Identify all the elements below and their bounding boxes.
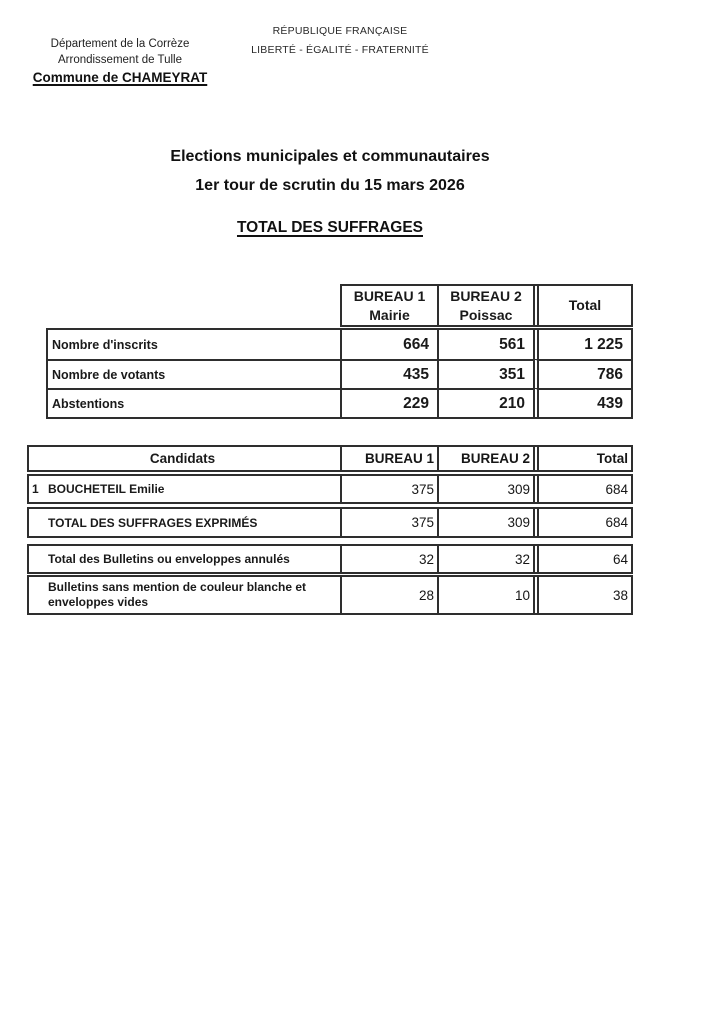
- republique-block: [230, 22, 450, 60]
- blancs-bureau2-value: 10: [437, 577, 533, 613]
- row-label-votants: Nombre de votants: [48, 359, 340, 388]
- inscrits-bureau1-value: 664: [340, 330, 437, 359]
- departement-line: Département de la Corrèze: [50, 38, 190, 50]
- title-line2: 1er tour de scrutin du 15 mars 2026: [195, 177, 465, 194]
- column-header-bureau1: [342, 286, 437, 325]
- annules-bureau1-value: 32: [340, 546, 437, 572]
- column-header-candidats: Candidats: [149, 451, 216, 466]
- bulletins-blancs-row: [27, 575, 633, 615]
- section-heading-text: TOTAL DES SUFFRAGES: [236, 219, 423, 236]
- suffrages-exprimes-label: [29, 509, 340, 536]
- candidate-bureau2-value: 309: [437, 476, 533, 502]
- arrondissement-line: Arrondissement de Tulle: [57, 54, 182, 66]
- results-table: [27, 445, 633, 615]
- votants-bureau1-value: 435: [340, 359, 437, 388]
- column-header-total: Total: [533, 447, 631, 470]
- abstentions-bureau2-value: 210: [437, 388, 533, 417]
- exprimes-bureau2-value: 309: [437, 509, 533, 536]
- suffrages-exprimes-row: [27, 507, 633, 538]
- document-content: [27, 142, 633, 615]
- participation-table-header: [340, 284, 633, 327]
- inscrits-total-value: 1 225: [533, 330, 631, 359]
- column-header-bureau2: [437, 286, 533, 325]
- blancs-total-value: 38: [533, 577, 631, 613]
- suffrages-exprimes-text: TOTAL DES SUFFRAGES EXPRIMÉS: [48, 515, 258, 530]
- candidate-bureau1-value: 375: [340, 476, 437, 502]
- commune-line: Commune de CHAMEYRAT: [32, 70, 208, 85]
- row-label-inscrits: Nombre d'inscrits: [52, 337, 158, 352]
- bulletins-blancs-text: Bulletins sans mention de couleur blanche et enveloppes vides: [48, 580, 307, 609]
- title-line1: Elections municipales et communautaires: [170, 148, 490, 165]
- abstentions-bureau1-value: 229: [340, 388, 437, 417]
- bulletins-blancs-label: [29, 577, 340, 613]
- participation-table: [46, 328, 633, 419]
- candidate-row: [27, 474, 633, 504]
- exprimes-bureau1-value: 375: [340, 509, 437, 536]
- republique-line: RÉPUBLIQUE FRANÇAISE: [272, 25, 408, 37]
- column-header-bureau1: BUREAU 1: [340, 447, 437, 470]
- candidate-label-cell: [29, 476, 340, 502]
- document-title: [27, 142, 633, 200]
- issuer-block: [10, 36, 230, 85]
- candidate-name: BOUCHETEIL Emilie: [48, 482, 165, 496]
- results-table-header: [27, 445, 633, 472]
- blancs-bureau1-value: 28: [340, 577, 437, 613]
- abstentions-total-value: 439: [533, 388, 631, 417]
- annules-bureau2-value: 32: [437, 546, 533, 572]
- candidate-rank: 1: [32, 482, 39, 496]
- document-header: [0, 22, 724, 85]
- bulletins-annules-row: [27, 544, 633, 574]
- candidate-total-value: 684: [533, 476, 631, 502]
- bureau1-label: BUREAU 1: [353, 287, 426, 304]
- column-header-bureau2: BUREAU 2: [437, 447, 533, 470]
- votants-total-value: 786: [533, 359, 631, 388]
- votants-bureau2-value: 351: [437, 359, 533, 388]
- bureau1-sublabel: Mairie: [369, 306, 410, 323]
- total-label: Total: [568, 297, 602, 313]
- column-header-total: [533, 286, 631, 325]
- section-heading: [27, 219, 633, 237]
- devise-line: LIBERTÉ - ÉGALITÉ - FRATERNITÉ: [251, 44, 429, 56]
- bulletins-annules-label: [29, 546, 340, 572]
- annules-total-value: 64: [533, 546, 631, 572]
- bureau2-sublabel: Poissac: [459, 306, 513, 323]
- row-label-abstentions: Abstentions: [48, 388, 340, 417]
- bureau2-label: BUREAU 2: [450, 287, 522, 304]
- inscrits-bureau2-value: 561: [437, 330, 533, 359]
- exprimes-total-value: 684: [533, 509, 631, 536]
- bulletins-annules-text: Total des Bulletins ou enveloppes annulés: [48, 552, 290, 566]
